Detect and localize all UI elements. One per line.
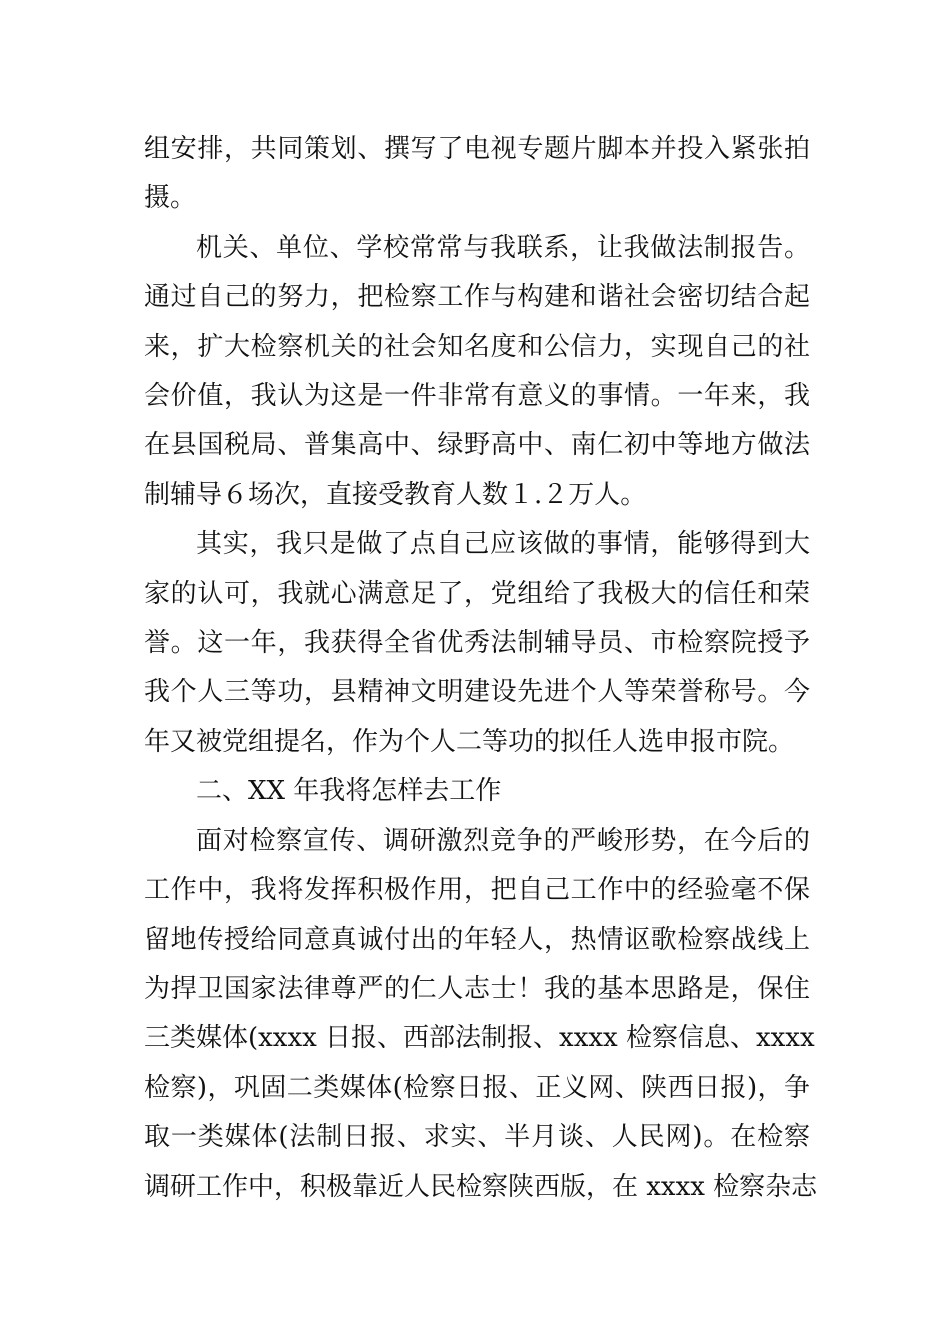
text-line: 制辅导６场次，直接受教育人数１.２万人。 (144, 479, 647, 510)
text-line: 在县国税局、普集高中、绿野高中、南仁初中等地方做法 (144, 430, 810, 461)
text-line: 通过自己的努力，把检察工作与构建和谐社会密切结合起 (144, 282, 810, 313)
text-line: 来，扩大检察机关的社会知名度和公信力，实现自己的社 (144, 331, 810, 362)
text-line: 机关、单位、学校常常与我联系，让我做法制报告。 (196, 232, 810, 263)
text-line: 家的认可，我就心满意足了，党组给了我极大的信任和荣 (144, 578, 810, 609)
text-line: 面对检察宣传、调研激烈竞争的严峻形势，在今后的 (196, 825, 810, 856)
text-line: 摄。 (144, 183, 197, 214)
text-line: 誉。这一年，我获得全省优秀法制辅导员、市检察院授予 (144, 628, 810, 659)
text-line: 会价值，我认为这是一件非常有意义的事情。一年来，我 (144, 381, 810, 412)
paragraph (144, 817, 818, 1212)
paragraph (144, 224, 810, 520)
text-line: 工作中，我将发挥积极作用，把自己工作中的经验毫不保 (144, 875, 810, 906)
text-line: 二、XX 年我将怎样去工作 (196, 776, 502, 807)
text-line: 调研工作中，积极靠近人民检察陕西版，在 xxxx 检察杂志 (144, 1171, 818, 1202)
text-line: 为捍卫国家法律尊严的仁人志士！我的基本思路是，保住 (144, 973, 810, 1004)
text-line: 取一类媒体(法制日报、求实、半月谈、人民网)。在检察 (144, 1122, 810, 1153)
text-line: 检察)，巩固二类媒体(检察日报、正义网、陕西日报)，争 (144, 1072, 810, 1103)
document-body (144, 125, 818, 1212)
text-line: 其实，我只是做了点自己应该做的事情，能够得到大 (196, 529, 810, 560)
text-line: 年又被党组提名，作为个人二等功的拟任人选申报市院。 (144, 726, 795, 757)
text-line: 我个人三等功，县精神文明建设先进个人等荣誉称号。今 (144, 677, 810, 708)
text-line: 三类媒体(xxxx 日报、西部法制报、xxxx 检察信息、xxxx (144, 1023, 815, 1054)
text-line: 留地传授给同意真诚付出的年轻人，热情讴歌检察战线上 (144, 924, 810, 955)
paragraph (144, 125, 810, 224)
paragraph (144, 767, 810, 816)
text-line: 组安排，共同策划、撰写了电视专题片脚本并投入紧张拍 (144, 134, 810, 164)
paragraph (144, 520, 810, 767)
